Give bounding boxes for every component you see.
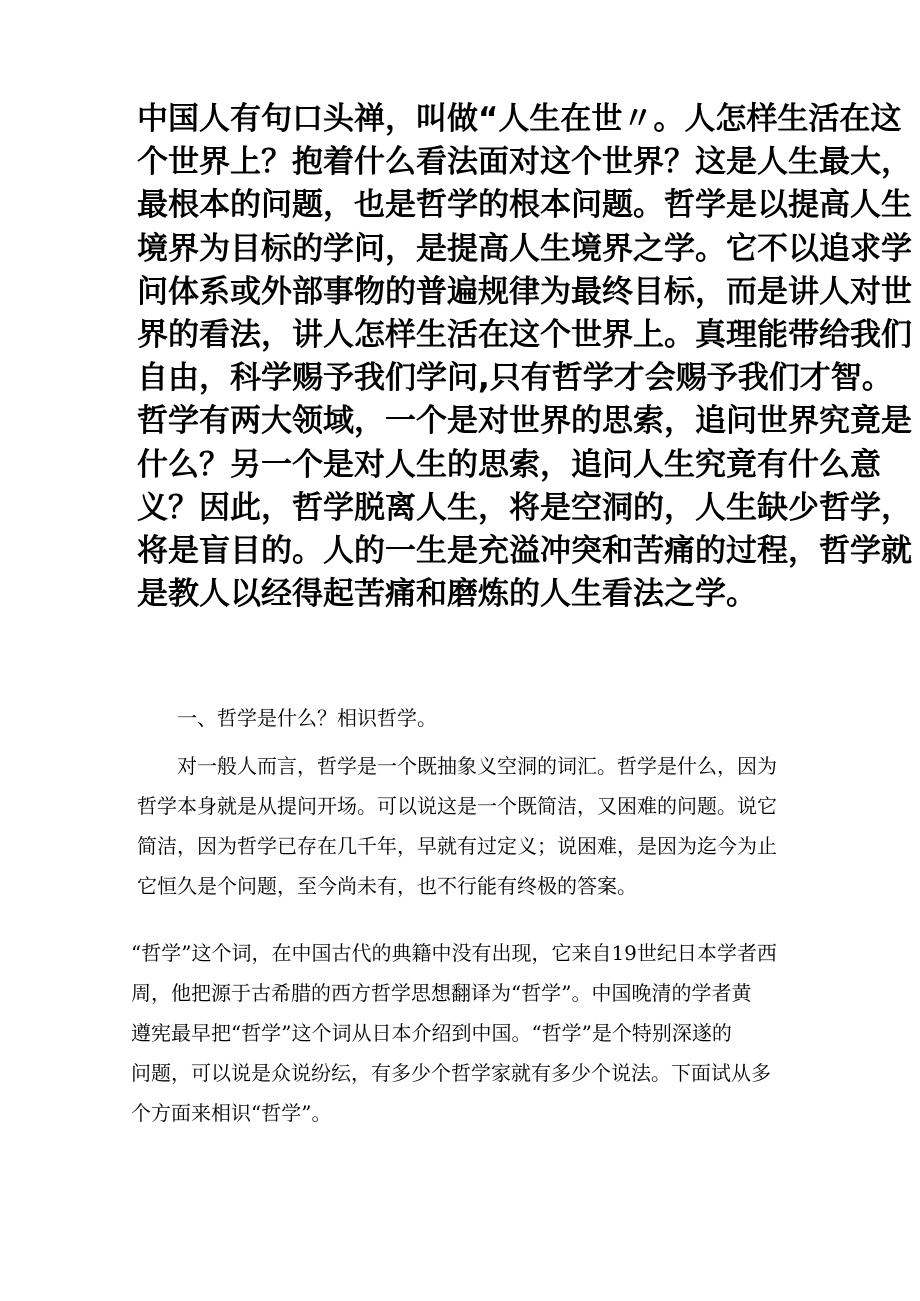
lead-line: 自由，科学赐予我们学问,只有哲学才会赐予我们才智。: [137, 360, 893, 397]
paragraph-line: 它恒久是个问题，至今尚未有，也不行能有终极的答案。: [137, 874, 637, 898]
lead-line: 中国人有句口头禅，叫做“人生在世〃。人怎样生活在这: [137, 101, 902, 137]
lead-line: 界的看法，讲人怎样生活在这个世界上。真理能带给我们: [137, 316, 912, 353]
lead-line: 义？因此，哲学脱离人生，将是空洞的，人生缺少哲学，: [137, 489, 912, 526]
lead-line: 最根本的问题，也是哲学的根本问题。哲学是以提高人生: [137, 187, 912, 224]
section-heading: 一、哲学是什么？相识哲学。: [177, 706, 437, 730]
paragraph-line: 哲学本身就是从提问开场。可以说这是一个既简洁，又困难的问题。说它: [137, 794, 777, 818]
paragraph-2: [131, 933, 777, 1133]
lead-line: 将是盲目的。人的一生是充溢冲突和苦痛的过程，哲学就: [137, 532, 912, 569]
paragraph-line: “哲学”这个词，在中国古代的典籍中没有出现，它来自19世纪日本学者西: [131, 941, 777, 965]
lead-line: 境界为目标的学问，是提高人生境界之学。它不以追求学: [137, 230, 912, 267]
lead-line: 什么？另一个是对人生的思索，追问人生究竟有什么意: [137, 446, 881, 483]
lead-paragraph: [137, 98, 912, 616]
paragraph-1: [137, 746, 777, 906]
paragraph-line: 对一般人而言，哲学是一个既抽象义空洞的词汇。哲学是什么，因为: [177, 754, 777, 778]
paragraph-line: 遵宪最早把“哲学”这个词从日本介绍到中国。“哲学”是个特别深遂的: [131, 1021, 732, 1045]
paragraph-line: 简洁，因为哲学已存在几千年，早就有过定义；说困难，是因为迄今为止: [137, 834, 777, 858]
paragraph-line: 个方面来相识“哲学”。: [131, 1101, 332, 1125]
lead-line: 问体系或外部事物的普遍规律为最终目标，而是讲人对世: [137, 273, 912, 310]
paragraph-line: 周，他把源于古希腊的西方哲学思想翻译为“哲学”。中国晚清的学者黄: [131, 981, 752, 1005]
lead-line: 个世界上？抱着什么看法面对这个世界？这是人生最大，: [137, 144, 912, 181]
lead-line: 哲学有两大领域，一个是对世界的思索，追问世界究竟是: [137, 403, 912, 440]
paragraph-line: 问题，可以说是众说纷纭，有多少个哲学家就有多少个说法。下面试从多: [131, 1061, 771, 1085]
lead-line: 是教人以经得起苦痛和磨炼的人生看法之学。: [137, 576, 757, 613]
